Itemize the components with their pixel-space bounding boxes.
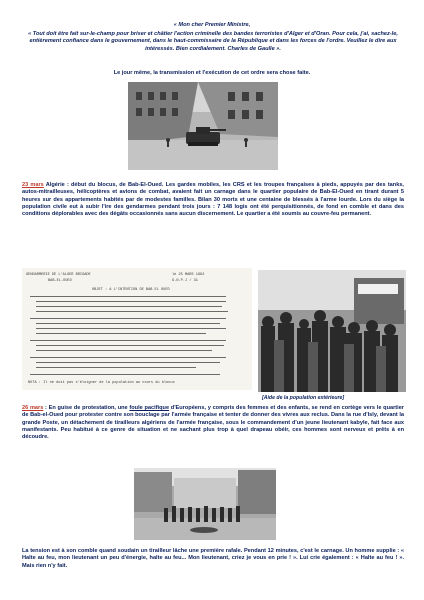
doc-ref: G.N.P.J / 31: [172, 279, 198, 283]
doc-header-right: le 25 MARS 1962: [172, 273, 205, 277]
archive-document-image: [22, 268, 252, 390]
street-tank-photo: [128, 82, 278, 170]
doc-header-mid: BAB-EL-OUED: [48, 279, 72, 283]
march-26-underlined: foule pacifique: [129, 405, 170, 411]
quote-body: « Tout doit être fait sur-le-champ pour briser et châtier l'action criminelle des bandes terroristes d'Alger et d'Oran. Pour cela, j'ai, sachez-le, entièrement confiance dans le gouvernement, dans le haut-commissaire de la République et dans les forces de l'ordre. Veuillez le dire aux intéressés. Bien cordialement. Charles de Gaulle ».: [28, 31, 398, 52]
march-23-paragraph: [22, 182, 404, 218]
march-26-date: 26 mars: [22, 405, 44, 411]
crowd-photo: [258, 270, 406, 392]
march-26-paragraph: [22, 405, 404, 441]
final-paragraph: La tension est à son comble quand soudain un tirailleur lâche une première rafale. Pendant 12 minutes, c'est le carnage. Un homme supplie : « Halte au feu, mon lieutenant un peu d'énergie, halte au feu... Mon lieutenant, criez je vous en prie ! ». Lui crie également : « Halte au feu ! ». Mais rien n'y fait.: [22, 548, 404, 569]
march-26-text-after: d'Européens, y compris des femmes et des enfants, se rend en cortège vers le quartier de Bab-el-Oued pour protester contre son bouclage par l'armée française et tenter de donner des vivres aux reclus. Dans la rue d'Isly, devant la grande Poste, un détachement de tirailleurs algériens de l'armée française, sous le commandement d'un jeune lieutenant kabyle, fait face aux manifestants. Peu habitué à ce genre de situation et ne sachant plus trop à quel drapeau obéir, ces hommes sont nerveux et prêts à en découdre.: [22, 405, 404, 441]
doc-subject: OBJET : A L'INTENTION DE BAB EL OUED: [92, 288, 170, 292]
soldiers-street-photo: [134, 468, 276, 540]
march-23-text: Algérie : début du blocus, de Bab-El-Oued. Les gardes mobiles, les CRS et les troupes françaises à pieds, appuyés par des tanks, autos-mitrailleuses, hélicoptères et avions de combat, avaient fait un carnage dans le quartier populaire de Bab-El-Oued en tirant durant 5 heures sur des appartements habités par de modestes familles. Bilan 30 morts et une centaine de blessés à l'arme lourde. Lors du siège la population civile eut à subir l'ire des gendarmes pendant trois jours : 7 148 logis ont été perquisitionnés, de fond en comble et dans des conditions déplorables avec des dégâts occasionnés sans aucun discernement. Le quartier a été soumis au couvre-feu permanent.: [22, 182, 404, 218]
same-day-sentence: Le jour même, la transmission et l'exécution de cet ordre sera chose faite.: [113, 70, 311, 76]
march-26-text-before: : En guise de protestation, une: [43, 405, 130, 411]
photo-caption: [Aide de la population extérieure]: [262, 395, 345, 401]
doc-footer: NOTA : Il ne doit pas s'éloigner de la population au cours du blocus: [28, 381, 175, 385]
march-23-date: 23 mars: [22, 182, 44, 188]
doc-header-left: GENDARMERIE DE L'ALGER BRIGADE: [26, 273, 91, 277]
quote-title: « Mon cher Premier Ministre,: [173, 22, 251, 28]
